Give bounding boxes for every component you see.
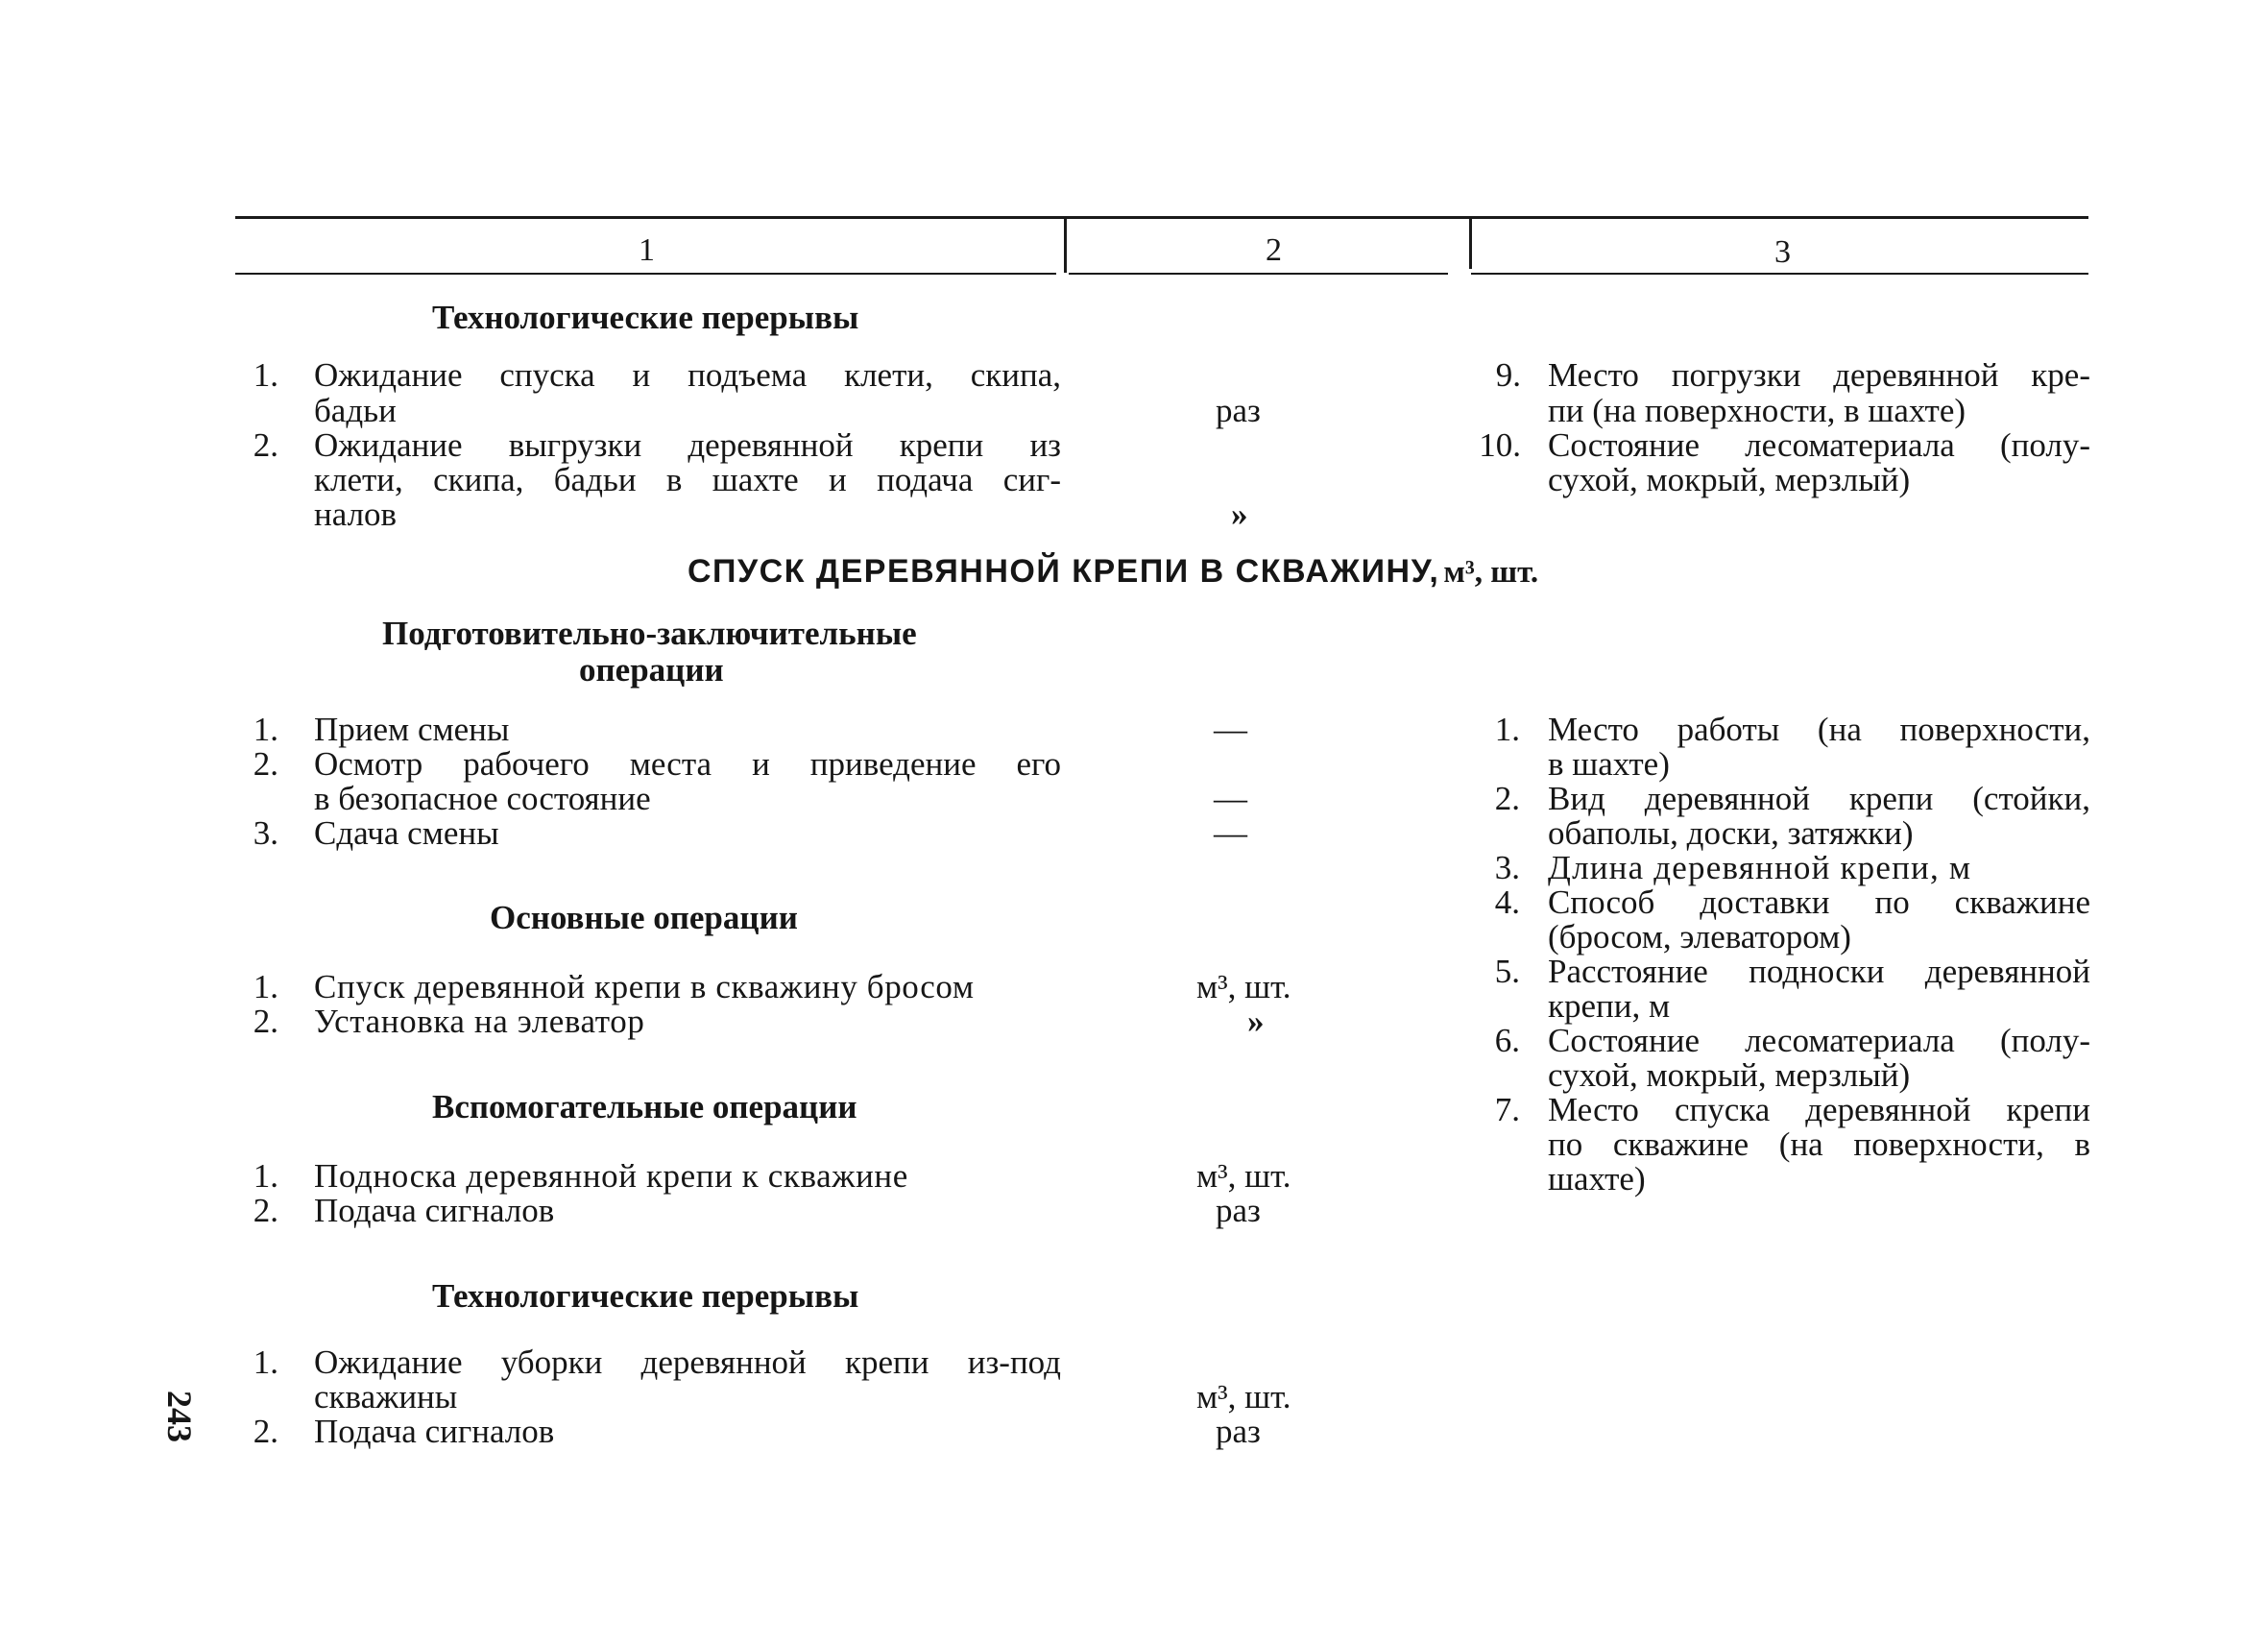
- breaks1-item-2-line-1: Ожидание выгрузки деревянной крепи из: [314, 426, 1061, 464]
- prep-unit-1: —: [1214, 711, 1247, 748]
- header-bottom-rule-2: [1069, 273, 1448, 275]
- main-ops-heading: Основные операции: [490, 899, 798, 936]
- prep-item-1-num: 1.: [253, 711, 278, 748]
- factor2-2-num: 2.: [1494, 780, 1520, 817]
- prep-heading-line-1: Подготовительно-заключительные: [382, 615, 917, 652]
- prep-item-3-num: 3.: [253, 814, 278, 852]
- breaks2-item-1-line-2: скважины: [314, 1378, 458, 1415]
- aux-item-1-line-1: Подноска деревянной крепи к скважине: [314, 1157, 908, 1195]
- aux-unit-2: раз: [1216, 1192, 1261, 1229]
- factor2-5-num: 5.: [1494, 953, 1520, 990]
- factor2-2-line-2: обаполы, доски, затяжки): [1548, 814, 1914, 852]
- breaks2-item-2-num: 2.: [253, 1413, 278, 1450]
- factor2-7-num: 7.: [1494, 1091, 1520, 1128]
- prep-item-2-line-2: в безопасное состояние: [314, 780, 651, 817]
- factor2-4-num: 4.: [1494, 883, 1520, 921]
- factor2-1-num: 1.: [1494, 711, 1520, 748]
- section-title-unit: м³, шт.: [1443, 555, 1539, 590]
- main-unit-2: »: [1247, 1003, 1265, 1040]
- main-item-1-num: 1.: [253, 968, 278, 1005]
- factor2-7-line-1: Место спуска деревянной крепи: [1548, 1091, 2090, 1128]
- header-top-rule: [235, 216, 2088, 219]
- factor2-5-line-1: Расстояние подноски деревянной: [1548, 953, 2090, 990]
- breaks2-item-1-line-1: Ожидание уборки деревянной крепи из-под: [314, 1343, 1061, 1381]
- header-bottom-rule-1: [235, 273, 1056, 275]
- breaks1-item-2-line-3: налов: [314, 496, 398, 533]
- breaks1-unit-2: »: [1231, 496, 1248, 533]
- prep-unit-2: —: [1214, 780, 1247, 817]
- breaks2-heading: Технологические перерывы: [432, 1277, 859, 1315]
- breaks2-item-2-line-1: Подача сигналов: [314, 1413, 555, 1450]
- factor1-9-line-1: Место погрузки деревянной кре-: [1548, 356, 2090, 394]
- breaks2-unit-1: м³, шт.: [1196, 1378, 1291, 1415]
- factor1-9-num: 9.: [1495, 356, 1521, 394]
- breaks1-heading: Технологические перерывы: [432, 299, 859, 336]
- factor2-4-line-2: (бросом, элеватором): [1548, 918, 1851, 956]
- breaks1-item-1-num: 1.: [253, 356, 278, 394]
- header-divider-2: [1469, 219, 1472, 269]
- factor2-3-line-1: Длина деревянной крепи, м: [1548, 849, 1972, 886]
- breaks1-unit-1: раз: [1216, 392, 1261, 429]
- factor2-4-line-1: Способ доставки по скважине: [1548, 883, 2090, 921]
- factor1-10-line-2: сухой, мокрый, мерзлый): [1548, 461, 1911, 498]
- header-bottom-rule-3: [1471, 273, 2088, 275]
- breaks1-item-1-line-1: Ожидание спуска и подъема клети, скипа,: [314, 356, 1061, 394]
- section-title-main: СПУСК ДЕРЕВЯННОЙ КРЕПИ В СКВАЖИНУ,: [688, 553, 1440, 590]
- main-item-2-line-1: Установка на элеватор: [314, 1003, 645, 1040]
- aux-ops-heading: Вспомогательные операции: [432, 1088, 857, 1125]
- main-unit-1: м³, шт.: [1196, 968, 1291, 1005]
- factor2-7-line-2: по скважине (на поверхности, в: [1548, 1125, 2090, 1163]
- breaks1-item-2-num: 2.: [253, 426, 278, 464]
- factor2-1-line-2: в шахте): [1548, 745, 1670, 783]
- breaks2-item-1-num: 1.: [253, 1343, 278, 1381]
- breaks1-item-1-line-2: бадьи: [314, 392, 397, 429]
- factor1-10-line-1: Состояние лесоматериала (полу-: [1548, 426, 2090, 464]
- factor2-6-line-2: сухой, мокрый, мерзлый): [1548, 1056, 1911, 1094]
- aux-item-1-num: 1.: [253, 1157, 278, 1195]
- factor1-9-line-2: пи (на поверхности, в шахте): [1548, 392, 1966, 429]
- header-col-3: 3: [1774, 234, 1791, 270]
- prep-item-1-line-1: Прием смены: [314, 711, 510, 748]
- main-item-1-line-1: Спуск деревянной крепи в скважину бросом: [314, 968, 975, 1005]
- header-col-2: 2: [1266, 232, 1282, 268]
- prep-item-2-num: 2.: [253, 745, 278, 783]
- header-divider-1: [1064, 219, 1067, 273]
- factor2-6-num: 6.: [1494, 1022, 1520, 1059]
- factor2-2-line-1: Вид деревянной крепи (стойки,: [1548, 780, 2090, 817]
- factor2-6-line-1: Состояние лесоматериала (полу-: [1548, 1022, 2090, 1059]
- factor2-1-line-1: Место работы (на поверхности,: [1548, 711, 2090, 748]
- aux-item-2-line-1: Подача сигналов: [314, 1192, 555, 1229]
- page-number: 243: [160, 1391, 199, 1442]
- header-col-1: 1: [639, 232, 655, 268]
- prep-item-2-line-1: Осмотр рабочего места и приведение его: [314, 745, 1061, 783]
- aux-item-2-num: 2.: [253, 1192, 278, 1229]
- factor2-3-num: 3.: [1494, 849, 1520, 886]
- aux-unit-1: м³, шт.: [1196, 1157, 1291, 1195]
- section-title: [688, 553, 1538, 591]
- breaks2-unit-2: раз: [1216, 1413, 1261, 1450]
- main-item-2-num: 2.: [253, 1003, 278, 1040]
- factor2-7-line-3: шахте): [1548, 1160, 1646, 1197]
- factor2-5-line-2: крепи, м: [1548, 987, 1671, 1025]
- breaks1-item-2-line-2: клети, скипа, бадьи в шахте и подача сиг-: [314, 461, 1061, 498]
- prep-heading-line-2: операции: [579, 651, 724, 689]
- prep-item-3-line-1: Сдача смены: [314, 814, 499, 852]
- prep-unit-3: —: [1214, 814, 1247, 852]
- factor1-10-num: 10.: [1479, 426, 1521, 464]
